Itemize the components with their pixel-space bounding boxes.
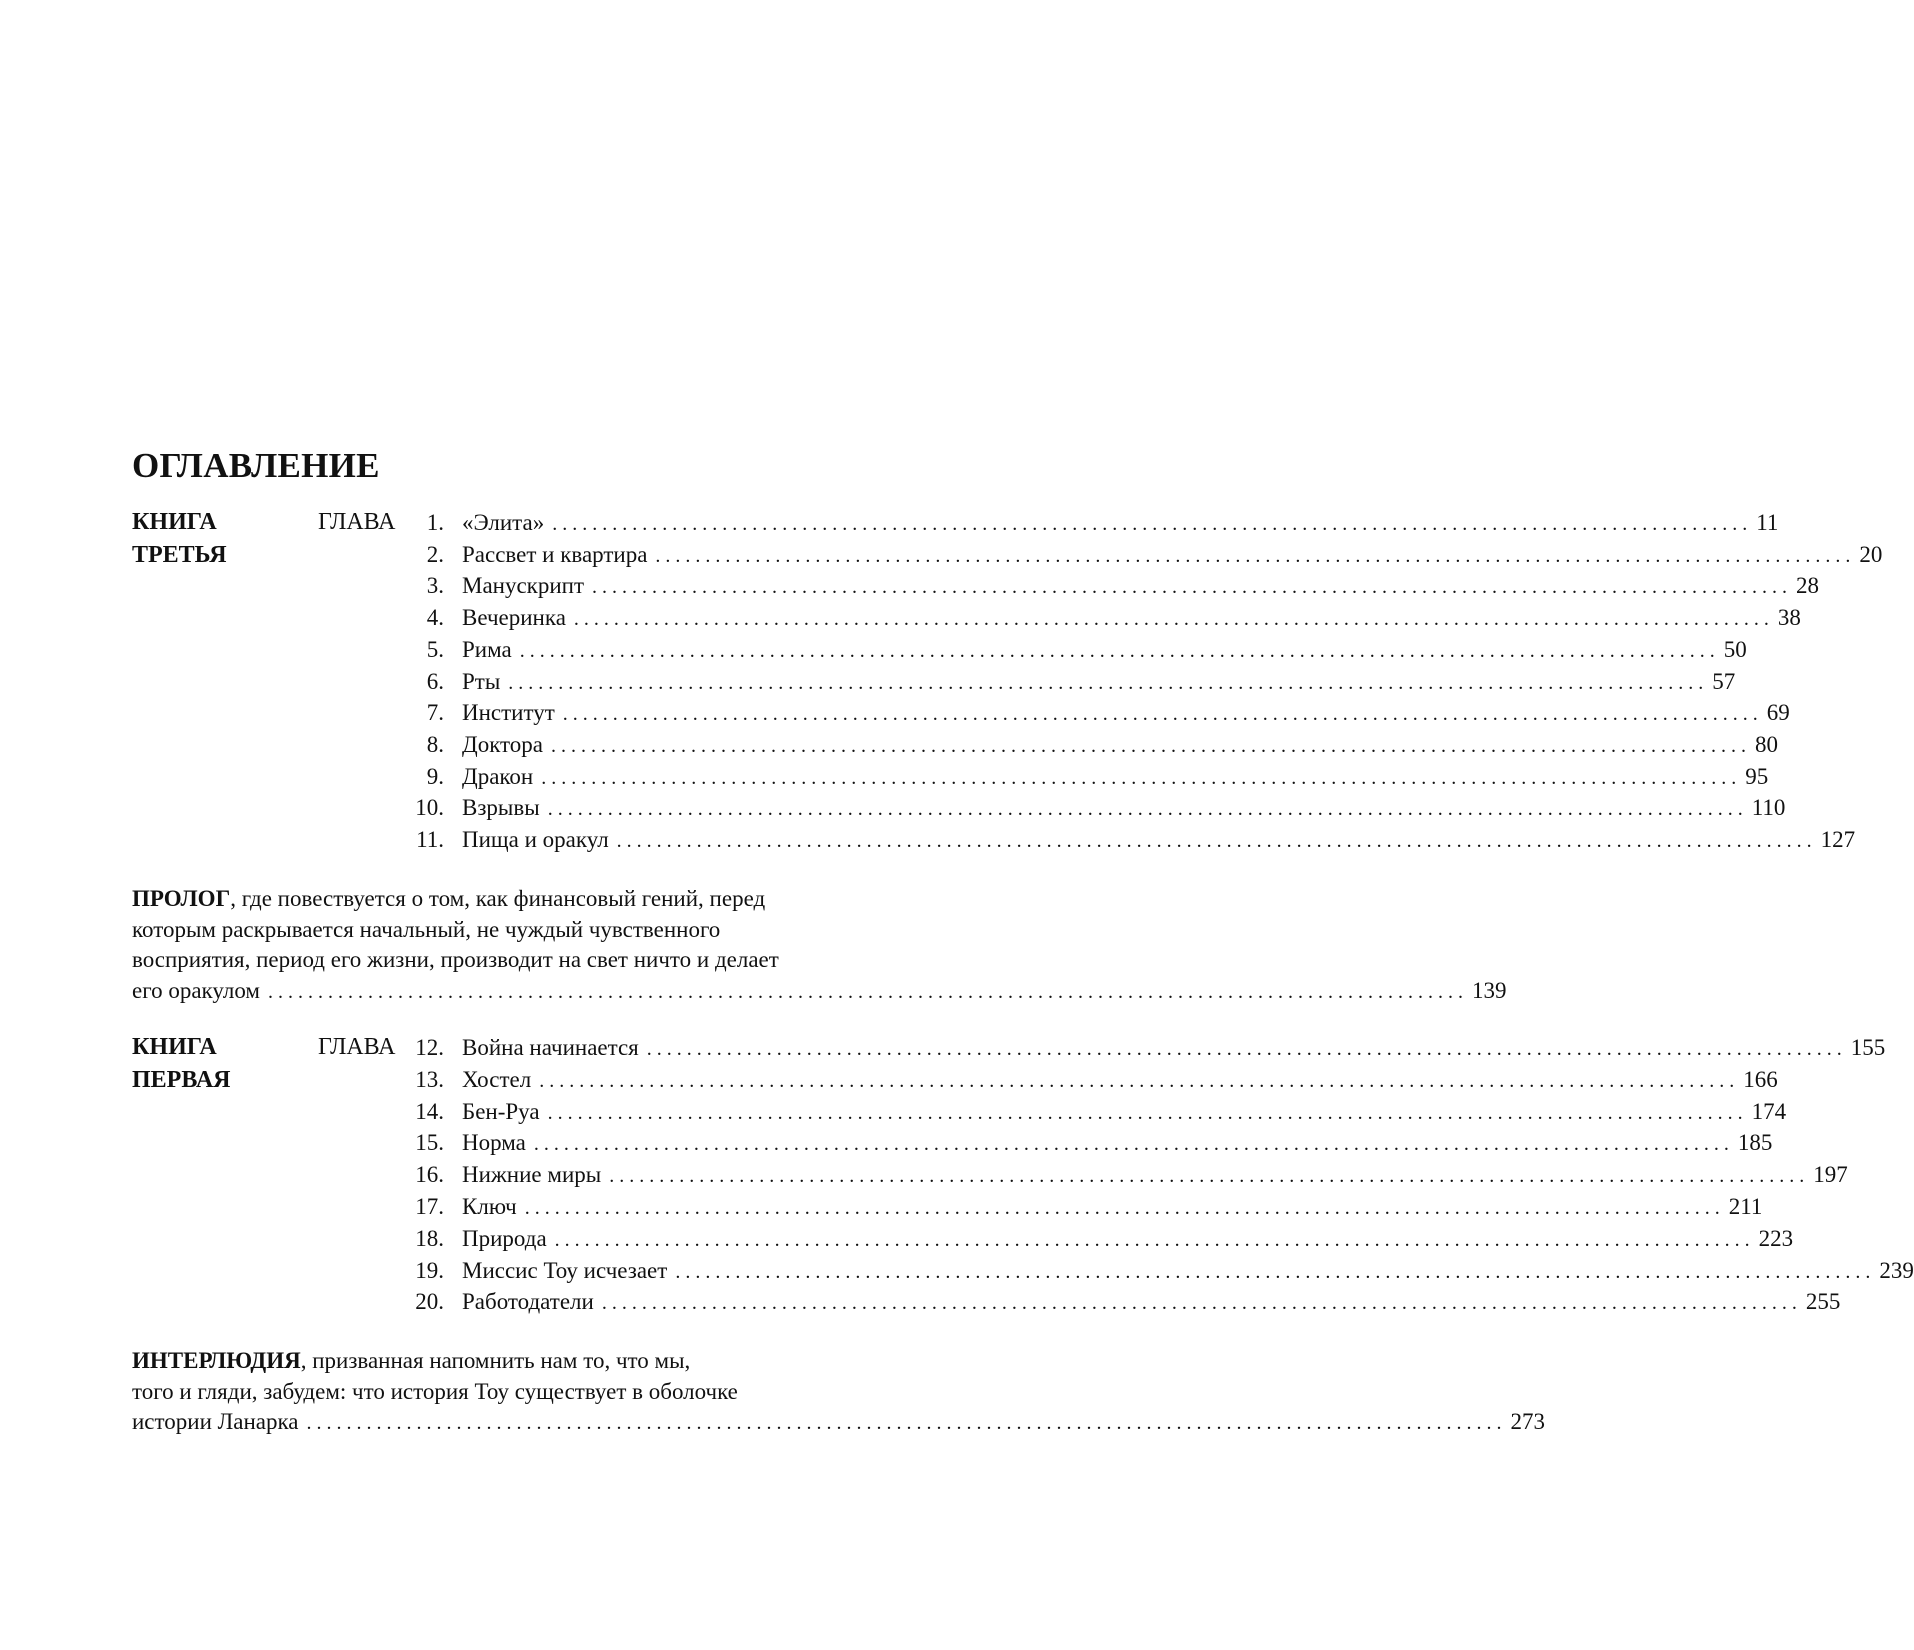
page-number: 139: [1471, 977, 1507, 1003]
leader-dots: ........................................................................................................................: [592, 576, 1793, 599]
chapter-title: Нижние миры: [462, 1162, 602, 1188]
toc-row[interactable]: [0, 823, 1856, 856]
chapter-number: 15.: [415, 1130, 444, 1156]
page-number: 50: [1723, 636, 1747, 662]
leader-dots: ........................................................................................................................: [554, 1228, 1755, 1251]
chapter-number: 19.: [415, 1257, 444, 1283]
leader-dots: ........................................................................................................................: [524, 1197, 1725, 1219]
prologue-line-2: которым раскрывается начальный, не чуждый чувственного: [132, 916, 721, 942]
toc-entry: [462, 569, 1820, 604]
page-number: 57: [1712, 668, 1736, 694]
page-number: 155: [1850, 1035, 1886, 1060]
prologue-line-4-text: его оракулом: [132, 977, 260, 1003]
chapter-title: Война начинается: [462, 1035, 639, 1060]
chapter-number: 11.: [416, 827, 444, 852]
book-label-line: КНИГА: [132, 509, 217, 535]
prologue-text: , где повествуется о том, как финансовый гений, перед: [230, 886, 766, 911]
toc-row[interactable]: [0, 1254, 1914, 1287]
toc-entry: [462, 1158, 1848, 1193]
toc-entry: [462, 1190, 1763, 1225]
chapter-title: Манускрипт: [462, 573, 585, 599]
toc-row[interactable]: [0, 1285, 1841, 1318]
leader-dots: ........................................................................................................................: [547, 798, 1748, 821]
toc-entry: [462, 538, 1883, 573]
toc-row[interactable]: [0, 538, 1883, 571]
interlude-line-3: [132, 1407, 1545, 1439]
page-number: 174: [1751, 1098, 1787, 1124]
book-label-line: ТРЕТЬЯ: [132, 542, 227, 568]
leader-dots: ........................................................................................................................: [562, 703, 1763, 726]
prologue-line-4: [132, 976, 1507, 1008]
chapter-number: 20.: [415, 1289, 444, 1315]
toc-entry: [462, 791, 1786, 826]
toc-row[interactable]: [0, 633, 1747, 666]
page-number: 38: [1777, 605, 1801, 631]
page-number: 273: [1510, 1409, 1545, 1434]
chapter-title: Ключ: [462, 1194, 517, 1219]
leader-dots: ........................................................................................................................: [552, 513, 1753, 535]
toc-row[interactable]: [0, 1158, 1848, 1191]
interlude-entry[interactable]: [132, 1346, 1545, 1439]
chapter-title: Рима: [462, 636, 512, 662]
chapter-title: Доктора: [462, 731, 544, 757]
toc-row[interactable]: [0, 665, 1736, 698]
page-number: 11: [1756, 510, 1779, 535]
prologue-line-3: восприятия, период его жизни, производит на свет ничто и делает: [132, 947, 779, 972]
leader-dots: ........................................................................................................................: [533, 1133, 1734, 1156]
page-number: 239: [1879, 1257, 1914, 1283]
page-number: 211: [1728, 1194, 1763, 1219]
chapter-number: 18.: [415, 1225, 444, 1251]
toc-entry: [462, 1285, 1841, 1320]
page-number: 69: [1766, 700, 1790, 726]
leader-dots: ........................................................................................................................: [306, 1412, 1507, 1434]
toc-row[interactable]: [0, 1095, 1787, 1128]
toc-entry: [462, 823, 1856, 858]
toc-row[interactable]: [0, 1126, 1773, 1159]
toc-row[interactable]: [0, 506, 1779, 539]
prologue-entry[interactable]: [132, 884, 1507, 1007]
leader-dots: ........................................................................................................................: [519, 639, 1720, 662]
chapter-title: Рассвет и квартира: [462, 541, 648, 567]
chapter-number: 7.: [426, 700, 444, 726]
chapter-title: Хостел: [462, 1066, 532, 1092]
chapter-title: Работодатели: [462, 1289, 594, 1315]
chapter-title: Вечеринка: [462, 605, 566, 631]
chapter-label: ГЛАВА: [318, 509, 396, 535]
page-number: 223: [1758, 1225, 1794, 1251]
chapter-number: 13.: [415, 1066, 444, 1092]
toc-row[interactable]: [0, 1222, 1794, 1255]
chapter-number: 16.: [415, 1162, 444, 1188]
chapter-number: 10.: [415, 795, 444, 821]
chapter-title: Миссис Тоу исчезает: [462, 1257, 668, 1283]
toc-entry: [462, 696, 1790, 731]
chapter-title: Пища и оракул: [462, 827, 609, 852]
chapter-number: 2.: [426, 541, 444, 567]
page-number: 185: [1737, 1130, 1773, 1156]
chapter-title: «Элита»: [462, 510, 545, 535]
toc-entry: [462, 1063, 1778, 1098]
toc-row[interactable]: [0, 1190, 1763, 1223]
leader-dots: ........................................................................................................................: [547, 1101, 1748, 1124]
chapter-number: 3.: [426, 573, 444, 599]
toc-entry: [462, 1254, 1914, 1289]
chapter-number: 8.: [426, 731, 444, 757]
page-title: ОГЛАВЛЕНИЕ: [132, 446, 380, 485]
toc-row[interactable]: [0, 728, 1779, 761]
chapter-number: 1.: [426, 510, 444, 535]
prologue-line-1: [132, 884, 966, 915]
toc-entry: [462, 1222, 1794, 1257]
toc-row[interactable]: [0, 1063, 1778, 1096]
leader-dots: ........................................................................................................................: [601, 1292, 1802, 1315]
leader-dots: ........................................................................................................................: [539, 1069, 1740, 1092]
chapter-number: 6.: [426, 668, 444, 694]
chapter-number: 9.: [426, 763, 444, 789]
toc-row[interactable]: [0, 760, 1769, 793]
page-number: 127: [1820, 827, 1856, 852]
leader-dots: ........................................................................................................................: [551, 734, 1752, 757]
leader-dots: ........................................................................................................................: [655, 544, 1856, 567]
toc-entry: [462, 760, 1769, 795]
page-number: 110: [1751, 795, 1786, 821]
chapter-label: ГЛАВА: [318, 1034, 396, 1060]
leader-dots: ........................................................................................................................: [675, 1260, 1876, 1283]
chapter-title: Институт: [462, 700, 555, 726]
page-number: 197: [1813, 1162, 1848, 1188]
page-number: 28: [1796, 573, 1820, 599]
book-label-line: КНИГА: [132, 1034, 217, 1060]
interlude-line-3-text: истории Ланарка: [132, 1409, 299, 1434]
chapter-number: 17.: [415, 1194, 444, 1219]
page-number: 95: [1745, 763, 1769, 789]
chapter-title: Бен-Руа: [462, 1098, 540, 1124]
toc-entry: [462, 1031, 1886, 1066]
chapter-number: 4.: [426, 605, 444, 631]
interlude-line-1: [132, 1346, 966, 1377]
chapter-title: Рты: [462, 668, 501, 694]
toc-entry: [462, 633, 1747, 668]
chapter-number: 12.: [415, 1035, 444, 1060]
toc-row[interactable]: [0, 696, 1790, 729]
toc-entry: [462, 665, 1736, 700]
interlude-heading: ИНТЕРЛЮДИЯ: [132, 1348, 301, 1373]
toc-entry: [462, 728, 1779, 763]
leader-dots: ........................................................................................................................: [573, 608, 1774, 631]
leader-dots: ........................................................................................................................: [541, 766, 1742, 789]
toc-entry: [462, 1126, 1773, 1161]
toc-entry: [462, 506, 1779, 541]
toc-entry: [462, 1095, 1787, 1130]
leader-dots: ........................................................................................................................: [646, 1038, 1847, 1060]
page-number: 166: [1743, 1066, 1778, 1092]
chapter-title: Норма: [462, 1130, 526, 1156]
chapter-title: Природа: [462, 1225, 547, 1251]
chapter-title: Взрывы: [462, 795, 540, 821]
leader-dots: ........................................................................................................................: [609, 1165, 1810, 1188]
chapter-title: Дракон: [462, 763, 534, 789]
leader-dots: ........................................................................................................................: [267, 980, 1468, 1003]
leader-dots: ........................................................................................................................: [616, 830, 1817, 852]
toc-entry: [462, 601, 1801, 636]
toc-row[interactable]: [0, 569, 1820, 602]
book-label-line: ПЕРВАЯ: [132, 1067, 231, 1093]
interlude-text: , призванная напомнить нам то, что мы,: [300, 1348, 691, 1373]
page-number: 80: [1755, 731, 1779, 757]
page-number: 20: [1859, 541, 1883, 567]
toc-row[interactable]: [0, 791, 1786, 824]
chapter-number: 5.: [426, 636, 444, 662]
toc-row[interactable]: [0, 1031, 1886, 1064]
page-number: 255: [1805, 1289, 1841, 1315]
toc-row[interactable]: [0, 601, 1801, 634]
prologue-heading: ПРОЛОГ: [132, 886, 231, 911]
leader-dots: ........................................................................................................................: [508, 671, 1709, 694]
chapter-number: 14.: [415, 1098, 444, 1124]
interlude-line-2: того и гляди, забудем: что история Тоу существует в оболочке: [132, 1378, 738, 1404]
